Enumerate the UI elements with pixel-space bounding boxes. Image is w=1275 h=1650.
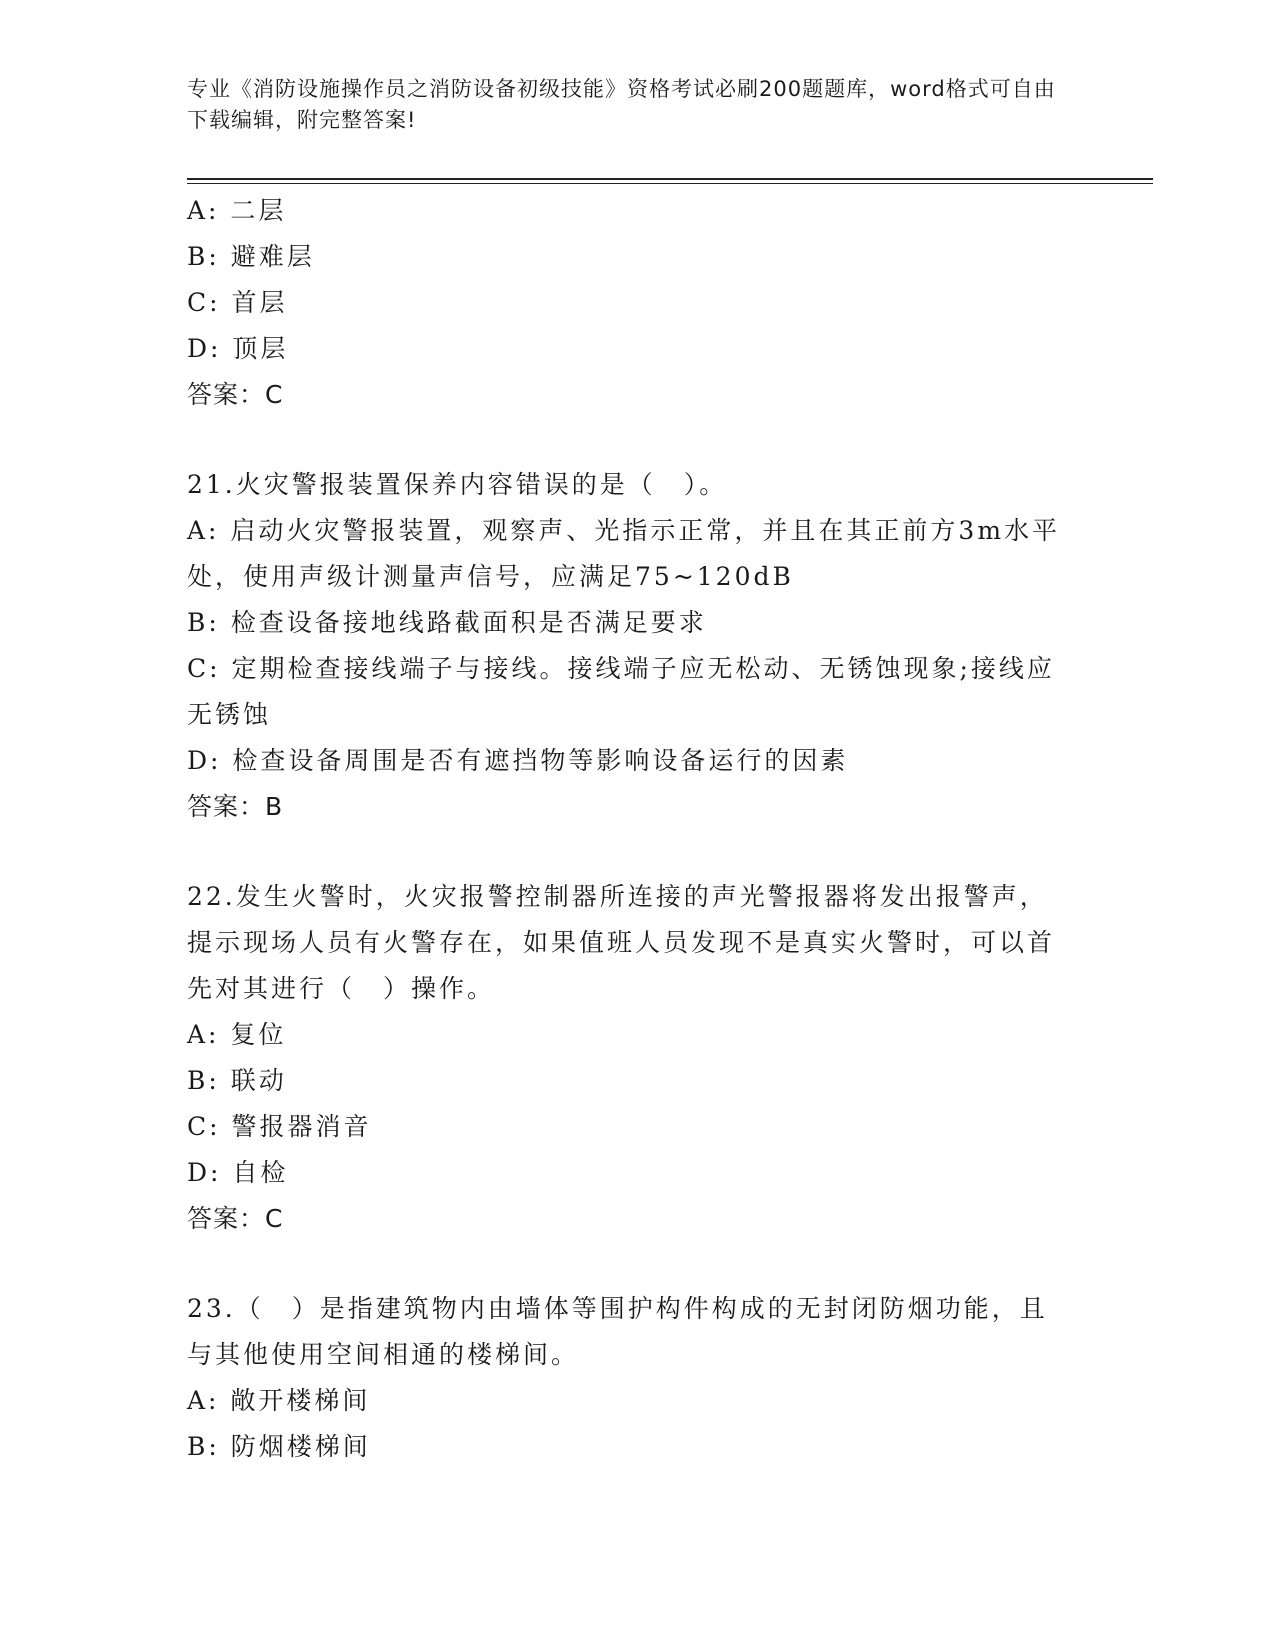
option-a: A: 启动火灾警报装置，观察声、光指示正常，并且在其正前方3m水平处，使用声级计测量声信号，应满足75~120dB	[187, 516, 1061, 591]
header-divider	[187, 178, 1153, 180]
option-d: D: 自检	[187, 1158, 289, 1187]
option-a: A: 复位	[187, 1020, 287, 1049]
header-divider-thin	[187, 183, 1153, 184]
question-text: 23.（ ）是指建筑物内由墙体等围护构件构成的无封闭防烟功能，且与其他使用空间相通的楼梯间。	[187, 1294, 1048, 1369]
option-b: B: 检查设备接地线路截面积是否满足要求	[187, 608, 707, 637]
answer: 答案：C	[187, 380, 284, 409]
option-b: B: 避难层	[187, 242, 315, 271]
question-text: 21.火灾警报装置保养内容错误的是（ ）。	[187, 470, 728, 499]
question-21	[187, 462, 1087, 830]
option-a: A: 敞开楼梯间	[187, 1386, 371, 1415]
question-20	[187, 188, 1087, 418]
option-c: C: 首层	[187, 288, 288, 317]
answer: 答案：B	[187, 792, 284, 821]
option-b: B: 联动	[187, 1066, 287, 1095]
option-c: C: 警报器消音	[187, 1112, 372, 1141]
question-22	[187, 874, 1087, 1242]
question-23	[187, 1286, 1087, 1470]
option-c: C: 定期检查接线端子与接线。接线端子应无松动、无锈蚀现象;接线应无锈蚀	[187, 654, 1055, 729]
document-header: 专业《消防设施操作员之消防设备初级技能》资格考试必刷200题题库，word格式可自由下载编辑，附完整答案!	[187, 77, 1056, 132]
option-b: B: 防烟楼梯间	[187, 1432, 371, 1461]
answer: 答案：C	[187, 1204, 284, 1233]
option-d: D: 检查设备周围是否有遮挡物等影响设备运行的因素	[187, 746, 849, 775]
option-a: A: 二层	[187, 196, 287, 225]
question-content	[187, 188, 1087, 1470]
option-d: D: 顶层	[187, 334, 289, 363]
question-text: 22.发生火警时，火灾报警控制器所连接的声光警报器将发出报警声，提示现场人员有火警存在，如果值班人员发现不是真实火警时，可以首先对其进行（ ）操作。	[187, 882, 1056, 1003]
